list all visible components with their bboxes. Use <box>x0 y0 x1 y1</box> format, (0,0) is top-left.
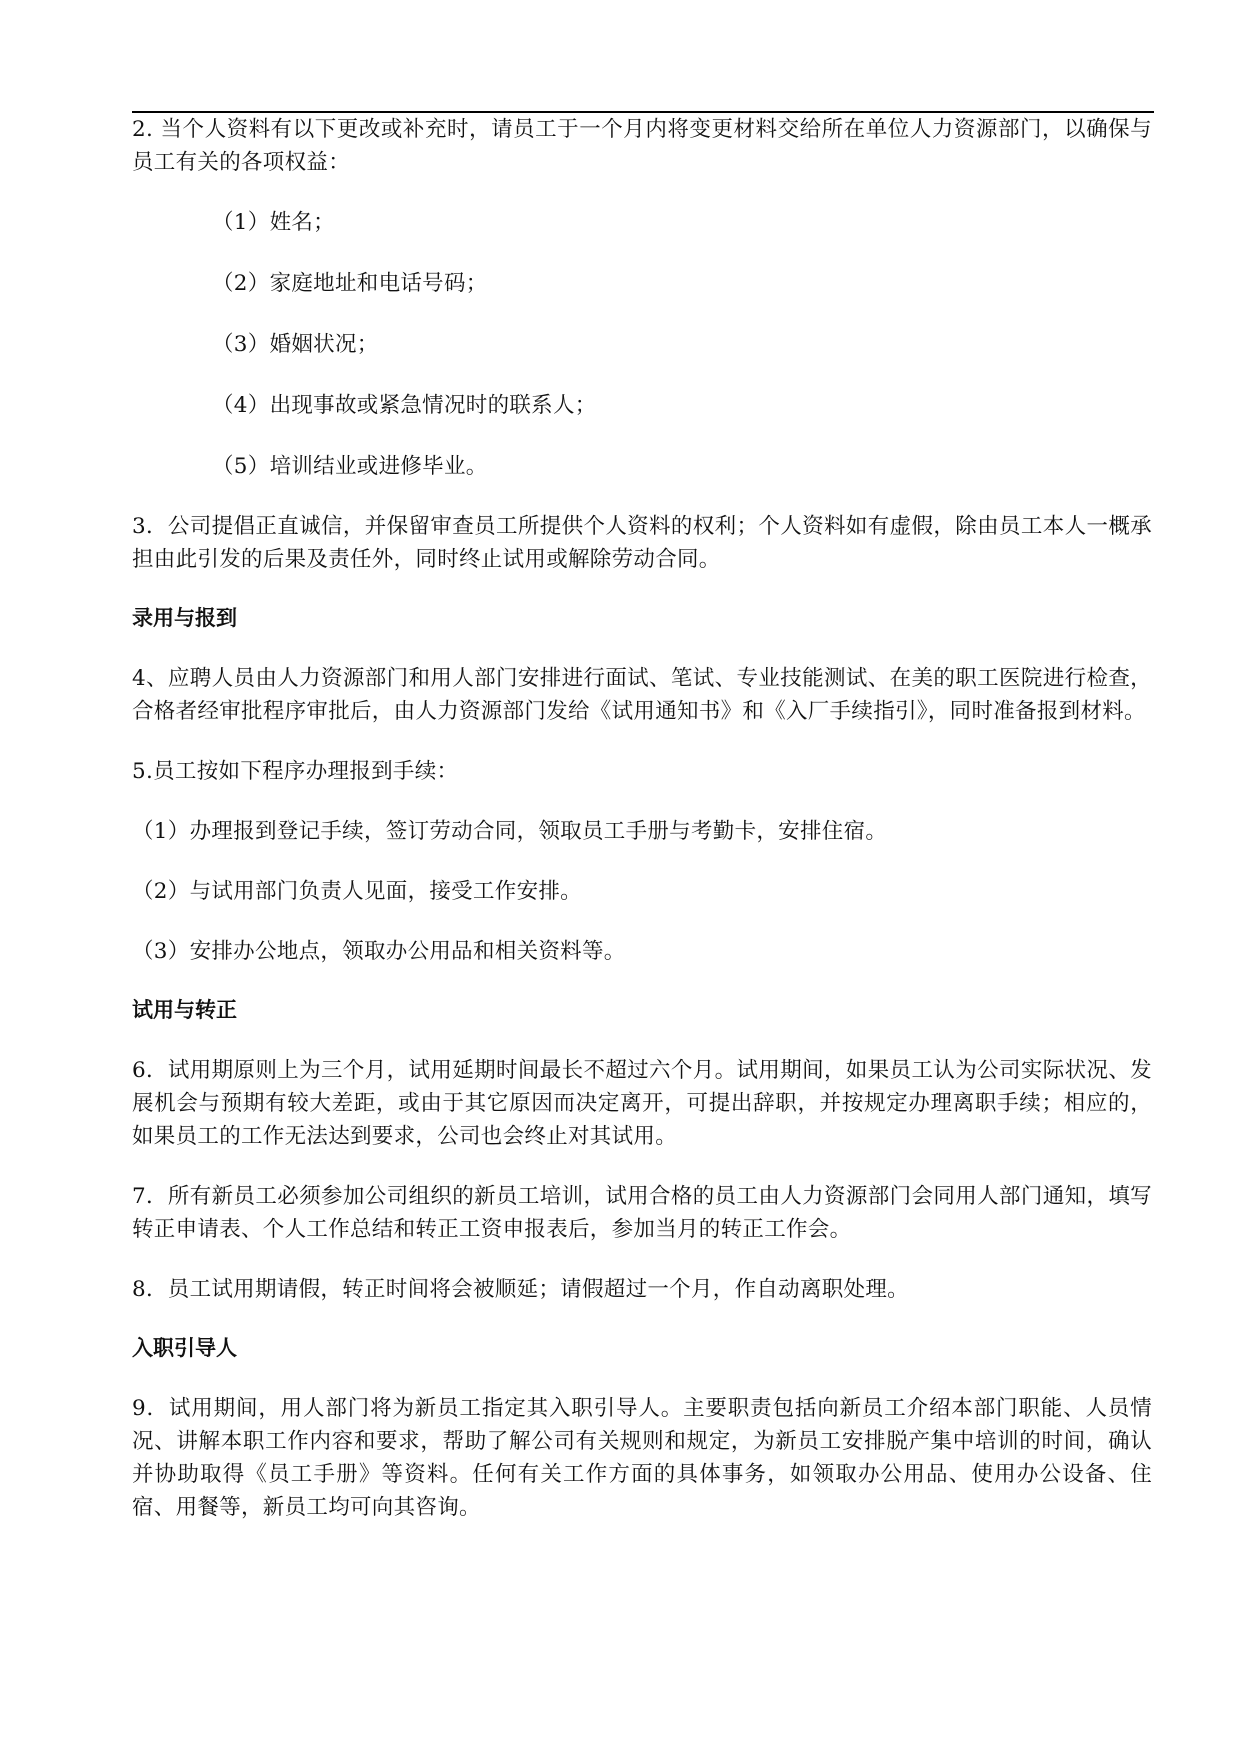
section-heading-hire: 录用与报到 <box>132 606 237 630</box>
paragraph-2: 2. 当个人资料有以下更改或补充时，请员工于一个月内将变更材料交给所在单位人力资源部门，以确保与员工有关的各项权益： <box>132 117 1152 175</box>
paragraph-9: 9．试用期间，用人部门将为新员工指定其入职引导人。主要职责包括向新员工介绍本部门职能、人员情况、讲解本职工作内容和要求，帮助了解公司有关规则和规定，为新员工安排脱产集中培训的时间，确认并协助取得《员工手册》等资料。任何有关工作方面的具体事务，如领取办公用品、使用办公设备、住宿、用餐等，新员工均可向其咨询。 <box>132 1396 1152 1520</box>
list-item: （3）婚姻状况； <box>212 332 379 357</box>
document-body <box>132 113 1152 1524</box>
paragraph-8: 8．员工试用期请假，转正时间将会被顺延；请假超过一个月，作自动离职处理。 <box>132 1277 909 1302</box>
list-item: （2）与试用部门负责人见面，接受工作安排。 <box>132 879 582 904</box>
section-heading-guide: 入职引导人 <box>132 1336 237 1360</box>
paragraph-7: 7．所有新员工必须参加公司组织的新员工培训，试用合格的员工由人力资源部门会同用人部门通知，填写转正申请表、个人工作总结和转正工资申报表后，参加当月的转正工作会。 <box>132 1184 1152 1242</box>
paragraph-6: 6．试用期原则上为三个月，试用延期时间最长不超过六个月。试用期间，如果员工认为公司实际状况、发展机会与预期有较大差距，或由于其它原因而决定离开，可提出辞职，并按规定办理离职手续；相应的，如果员工的工作无法达到要求，公司也会终止对其试用。 <box>132 1058 1152 1149</box>
list-item: （1）办理报到登记手续，签订劳动合同，领取员工手册与考勤卡，安排住宿。 <box>132 819 888 844</box>
section-heading-probation: 试用与转正 <box>132 998 237 1022</box>
onboarding-steps-list <box>132 815 1152 968</box>
paragraph-5: 5.员工按如下程序办理报到手续： <box>132 759 459 784</box>
list-item: （4）出现事故或紧急情况时的联系人； <box>212 393 597 418</box>
personal-info-list <box>132 206 1152 483</box>
list-item: （1）姓名； <box>212 210 335 235</box>
list-item: （2）家庭地址和电话号码； <box>212 271 488 296</box>
list-item: （3）安排办公地点，领取办公用品和相关资料等。 <box>132 939 626 964</box>
list-item: （5）培训结业或进修毕业。 <box>212 454 488 479</box>
paragraph-4: 4、应聘人员由人力资源部门和用人部门安排进行面试、笔试、专业技能测试、在美的职工医院进行检查，合格者经审批程序审批后，由人力资源部门发给《试用通知书》和《入厂手续指引》，同时准备报到材料。 <box>132 666 1152 724</box>
paragraph-3: 3．公司提倡正直诚信，并保留审查员工所提供个人资料的权利；个人资料如有虚假，除由员工本人一概承担由此引发的后果及责任外，同时终止试用或解除劳动合同。 <box>132 514 1152 572</box>
